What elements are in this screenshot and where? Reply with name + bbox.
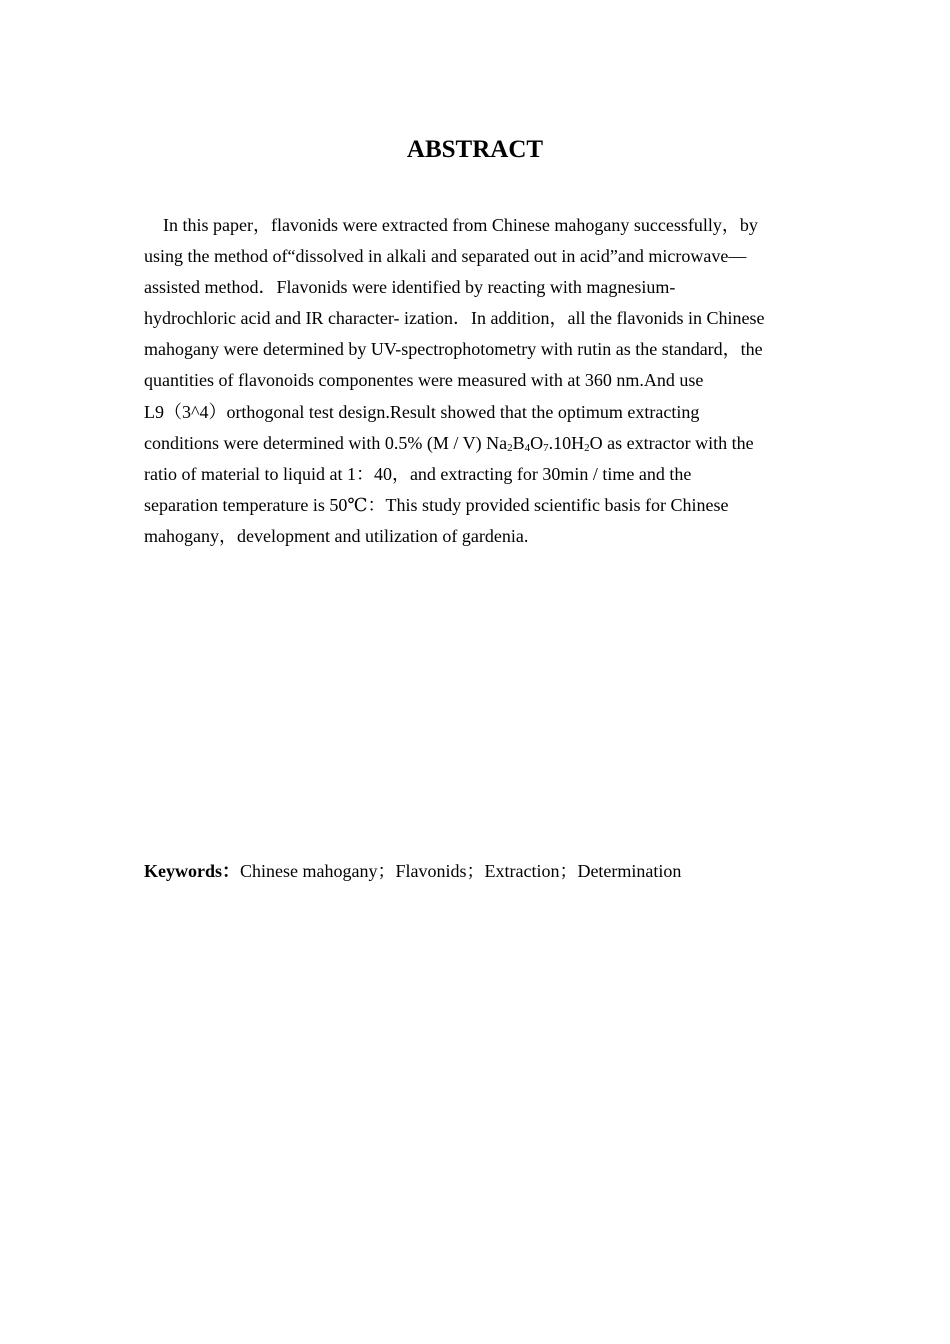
abstract-line-4: hydrochloric acid and IR character- ization．In addition，all the flavonids in Chinese — [144, 308, 765, 329]
chemical-formula: $Na_2B_4O_7.10H_2$ — [486, 432, 590, 454]
keywords-line — [144, 856, 808, 887]
abstract-line-8-end: O as extractor with the — [589, 432, 754, 453]
keywords-label: Keywords： — [144, 861, 240, 881]
abstract-line-9: ratio of material to liquid at 1：40，and extracting for 30min / time and the — [144, 463, 692, 484]
abstract-line-11: mahogany，development and utilization of gardenia. — [144, 525, 529, 546]
abstract-line-10: separation temperature is 50℃：This study provided scientific basis for Chinese — [144, 494, 729, 515]
abstract-line-8 — [144, 428, 808, 459]
abstract-line-8-start: conditions were determined with 0.5% (M / V) — [144, 432, 487, 453]
keywords-text: Chinese mahogany；Flavonids；Extraction；Determination — [240, 861, 682, 881]
abstract-line-1: In this paper，flavonids were extracted from Chinese mahogany successfully，by — [163, 215, 758, 235]
abstract-body — [144, 210, 808, 552]
abstract-line-5: mahogany were determined by UV-spectrophotometry with rutin as the standard，the — [144, 339, 763, 360]
abstract-line-3: assisted method．Flavonids were identified by reacting with magnesium- — [144, 277, 676, 298]
abstract-line-2: using the method of“dissolved in alkali and separated out in acid”and microwave— — [144, 246, 747, 267]
abstract-line-7: L9（3^4）orthogonal test design.Result showed that the optimum extracting — [144, 401, 700, 422]
abstract-title: ABSTRACT — [406, 136, 544, 163]
abstract-line-6: quantities of flavonoids componentes were measured with at 360 nm.And use — [144, 370, 704, 391]
